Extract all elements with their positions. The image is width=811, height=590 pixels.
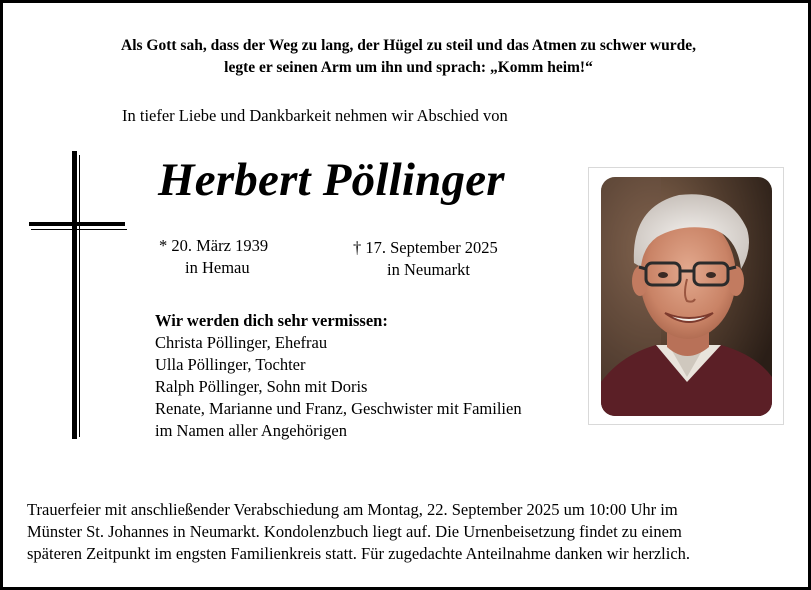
- death-place: in Neumarkt: [387, 260, 470, 279]
- death-info: [353, 237, 498, 281]
- service-line-1: Trauerfeier mit anschließender Verabschiedung am Montag, 22. September 2025 um 10:00 Uhr im: [27, 500, 678, 519]
- birth-info: [159, 235, 268, 279]
- service-line-2: Münster St. Johannes in Neumarkt. Kondolenzbuch liegt auf. Die Urnenbeisetzung findet zu einem: [27, 522, 682, 541]
- death-date: † 17. September 2025: [353, 238, 498, 257]
- intro-text: In tiefer Liebe und Dankbarkeit nehmen wir Abschied von: [122, 106, 508, 125]
- deceased-name: Herbert Pöllinger: [158, 154, 505, 206]
- portrait-frame: [588, 167, 784, 425]
- mourners-heading: Wir werden dich sehr vermissen:: [155, 311, 388, 330]
- quote-line-1: Als Gott sah, dass der Weg zu lang, der Hügel zu steil und das Atmen zu schwer wurde,: [121, 37, 696, 54]
- mourner-item: Renate, Marianne und Franz, Geschwister mit Familien: [155, 399, 522, 418]
- mourners-list: [155, 332, 522, 442]
- mourner-item: Ralph Pöllinger, Sohn mit Doris: [155, 377, 368, 396]
- mourners-block: [155, 310, 522, 442]
- portrait-photo: [601, 177, 772, 416]
- mourner-item: Ulla Pöllinger, Tochter: [155, 355, 306, 374]
- mourner-item: im Namen aller Angehörigen: [155, 421, 347, 440]
- cross-icon: [27, 149, 131, 446]
- service-line-3: späteren Zeitpunkt im engsten Familienkreis statt. Für zugedachte Anteilnahme danken wir herzlich.: [27, 544, 691, 563]
- quote-line-2: legte er seinen Arm um ihn und sprach: „Komm heim!“: [224, 59, 593, 76]
- mourner-item: Christa Pöllinger, Ehefrau: [155, 333, 328, 352]
- service-info: [27, 499, 797, 565]
- birth-place: in Hemau: [185, 258, 250, 277]
- opening-quote: [23, 35, 794, 79]
- birth-date: * 20. März 1939: [159, 236, 269, 255]
